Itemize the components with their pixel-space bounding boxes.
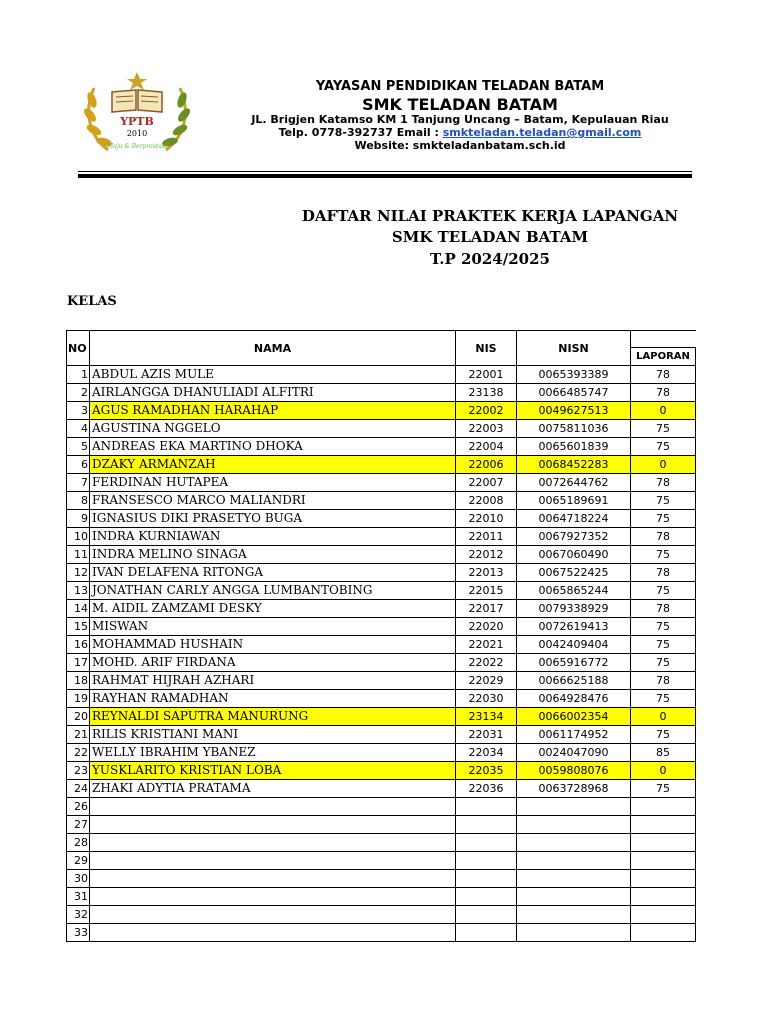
cell-nama: ABDUL AZIS MULE: [90, 366, 456, 384]
cell-laporan: 75: [631, 618, 696, 636]
cell-nisn: 0065916772: [517, 654, 631, 672]
cell-nis: 22029: [456, 672, 517, 690]
table-row: [67, 456, 696, 474]
logo-year: 2010: [126, 129, 148, 138]
cell-no: 33: [67, 924, 90, 942]
cell-no: 11: [67, 546, 90, 564]
cell-nama: MISWAN: [90, 618, 456, 636]
cell-nama: AGUSTINA NGGELO: [90, 420, 456, 438]
cell-nama: RILIS KRISTIANI MANI: [90, 726, 456, 744]
col-header-nisn: NISN: [517, 331, 631, 366]
cell-no: 13: [67, 582, 90, 600]
cell-nis: [456, 816, 517, 834]
cell-nis: [456, 906, 517, 924]
table-row: [67, 438, 696, 456]
table-row: [67, 816, 696, 834]
cell-nis: 22006: [456, 456, 517, 474]
cell-nis: 22004: [456, 438, 517, 456]
cell-no: 26: [67, 798, 90, 816]
cell-no: 7: [67, 474, 90, 492]
cell-laporan: [631, 924, 696, 942]
cell-nama: IGNASIUS DIKI PRASETYO BUGA: [90, 510, 456, 528]
table-row: [67, 690, 696, 708]
cell-laporan: [631, 834, 696, 852]
cell-nis: 22011: [456, 528, 517, 546]
table-row: [67, 726, 696, 744]
cell-nisn: 0072644762: [517, 474, 631, 492]
cell-laporan: [631, 870, 696, 888]
document-title: DAFTAR NILAI PRAKTEK KERJA LAPANGAN: [301, 207, 679, 225]
cell-nis: 22022: [456, 654, 517, 672]
table-row: [67, 762, 696, 780]
cell-laporan: 75: [631, 510, 696, 528]
academic-year: T.P 2024/2025: [430, 250, 550, 268]
cell-nama: [90, 924, 456, 942]
table-body: [67, 366, 696, 942]
cell-no: 31: [67, 888, 90, 906]
cell-nisn: 0049627513: [517, 402, 631, 420]
star-icon: [127, 72, 147, 90]
table-row: [67, 834, 696, 852]
cell-nis: 22007: [456, 474, 517, 492]
cell-no: 19: [67, 690, 90, 708]
document-subtitle: SMK TELADAN BATAM: [391, 228, 589, 246]
cell-nis: 22035: [456, 762, 517, 780]
cell-nis: 22001: [456, 366, 517, 384]
cell-nisn: 0063728968: [517, 780, 631, 798]
cell-laporan: 78: [631, 366, 696, 384]
cell-nis: [456, 834, 517, 852]
cell-nama: RAYHAN RAMADHAN: [90, 690, 456, 708]
cell-nama: [90, 852, 456, 870]
cell-no: 6: [67, 456, 90, 474]
cell-nis: [456, 852, 517, 870]
cell-laporan: 78: [631, 474, 696, 492]
cell-nama: [90, 798, 456, 816]
cell-no: 30: [67, 870, 90, 888]
cell-nama: AIRLANGGA DHANULIADI ALFITRI: [90, 384, 456, 402]
cell-nis: 22013: [456, 564, 517, 582]
cell-laporan: 78: [631, 528, 696, 546]
cell-nisn: 0066625188: [517, 672, 631, 690]
cell-laporan: 0: [631, 762, 696, 780]
table-row: [67, 510, 696, 528]
cell-nisn: 0042409404: [517, 636, 631, 654]
cell-nis: 22012: [456, 546, 517, 564]
cell-nisn: 0065865244: [517, 582, 631, 600]
cell-nisn: [517, 852, 631, 870]
cell-nis: 22002: [456, 402, 517, 420]
cell-nis: 22008: [456, 492, 517, 510]
cell-laporan: 75: [631, 438, 696, 456]
cell-nama: [90, 816, 456, 834]
cell-laporan: [631, 852, 696, 870]
cell-no: 29: [67, 852, 90, 870]
cell-nisn: 0072619413: [517, 618, 631, 636]
cell-nisn: 0068452283: [517, 456, 631, 474]
cell-nama: YUSKLARITO KRISTIAN LOBA: [90, 762, 456, 780]
cell-no: 32: [67, 906, 90, 924]
table-row: [67, 636, 696, 654]
cell-no: 27: [67, 816, 90, 834]
col-header-nama: NAMA: [90, 331, 456, 366]
cell-nis: 22003: [456, 420, 517, 438]
table-row: [67, 924, 696, 942]
cell-laporan: 75: [631, 492, 696, 510]
cell-nama: INDRA KURNIAWAN: [90, 528, 456, 546]
table-row: [67, 420, 696, 438]
cell-no: 23: [67, 762, 90, 780]
cell-laporan: [631, 888, 696, 906]
cell-nis: 22017: [456, 600, 517, 618]
cell-no: 8: [67, 492, 90, 510]
cell-nis: 23134: [456, 708, 517, 726]
cell-no: 16: [67, 636, 90, 654]
cell-nis: 23138: [456, 384, 517, 402]
cell-nisn: 0079338929: [517, 600, 631, 618]
cell-laporan: 78: [631, 564, 696, 582]
table-row: [67, 474, 696, 492]
cell-nisn: 0064718224: [517, 510, 631, 528]
cell-no: 5: [67, 438, 90, 456]
cell-nama: MOHD. ARIF FIRDANA: [90, 654, 456, 672]
cell-nama: WELLY IBRAHIM YBANEZ: [90, 744, 456, 762]
cell-nisn: 0067927352: [517, 528, 631, 546]
cell-laporan: 0: [631, 708, 696, 726]
cell-laporan: 75: [631, 726, 696, 744]
cell-nama: RAHMAT HIJRAH AZHARI: [90, 672, 456, 690]
foundation-name: YAYASAN PENDIDIKAN TELADAN BATAM: [315, 79, 605, 94]
table-row: [67, 798, 696, 816]
header-divider-thick: [78, 174, 692, 178]
table-row: [67, 564, 696, 582]
cell-laporan: 0: [631, 402, 696, 420]
cell-nis: 22034: [456, 744, 517, 762]
table-row: [67, 906, 696, 924]
cell-nisn: 0059808076: [517, 762, 631, 780]
cell-nisn: [517, 798, 631, 816]
book-icon: [112, 90, 162, 112]
cell-no: 24: [67, 780, 90, 798]
table-row: [67, 402, 696, 420]
col-header-laporan: LAPORAN: [631, 348, 696, 366]
cell-nisn: 0061174952: [517, 726, 631, 744]
cell-nama: [90, 888, 456, 906]
cell-nisn: 0065601839: [517, 438, 631, 456]
col-header-nis: NIS: [456, 331, 517, 366]
cell-laporan: [631, 906, 696, 924]
cell-no: 2: [67, 384, 90, 402]
cell-nama: JONATHAN CARLY ANGGA LUMBANTOBING: [90, 582, 456, 600]
school-logo: [78, 70, 196, 160]
cell-nama: INDRA MELINO SINAGA: [90, 546, 456, 564]
cell-nama: ANDREAS EKA MARTINO DHOKA: [90, 438, 456, 456]
cell-nama: ZHAKI ADYTIA PRATAMA: [90, 780, 456, 798]
cell-laporan: [631, 798, 696, 816]
website-line: Website: smkteladanbatam.sch.id: [354, 139, 566, 152]
cell-laporan: 75: [631, 582, 696, 600]
cell-no: 12: [67, 564, 90, 582]
table-row: [67, 618, 696, 636]
table-row: [67, 888, 696, 906]
table-row: [67, 708, 696, 726]
cell-no: 3: [67, 402, 90, 420]
email-link[interactable]: smkteladan.teladan@gmail.com: [442, 126, 642, 139]
cell-laporan: 75: [631, 654, 696, 672]
cell-no: 28: [67, 834, 90, 852]
cell-no: 9: [67, 510, 90, 528]
header-divider-thin: [78, 171, 692, 172]
cell-no: 10: [67, 528, 90, 546]
cell-nisn: 0066002354: [517, 708, 631, 726]
table-row: [67, 672, 696, 690]
table-row: [67, 780, 696, 798]
cell-nisn: 0065189691: [517, 492, 631, 510]
cell-nisn: [517, 906, 631, 924]
cell-nama: MOHAMMAD HUSHAIN: [90, 636, 456, 654]
cell-nis: [456, 888, 517, 906]
table-row: [67, 600, 696, 618]
phone-label: Telp. 0778-392737 Email :: [278, 126, 443, 139]
cell-laporan: 75: [631, 780, 696, 798]
cell-no: 17: [67, 654, 90, 672]
cell-nisn: 0064928476: [517, 690, 631, 708]
cell-laporan: 0: [631, 456, 696, 474]
cell-nisn: 0075811036: [517, 420, 631, 438]
cell-nama: REYNALDI SAPUTRA MANURUNG: [90, 708, 456, 726]
cell-nis: 22036: [456, 780, 517, 798]
table-row: [67, 744, 696, 762]
cell-nama: IVAN DELAFENA RITONGA: [90, 564, 456, 582]
col-header-blank: [631, 331, 696, 348]
cell-no: 18: [67, 672, 90, 690]
table-row: [67, 870, 696, 888]
cell-nisn: 0024047090: [517, 744, 631, 762]
cell-no: 22: [67, 744, 90, 762]
cell-laporan: 78: [631, 672, 696, 690]
cell-nisn: 0067522425: [517, 564, 631, 582]
cell-nama: [90, 906, 456, 924]
cell-nis: 22021: [456, 636, 517, 654]
cell-laporan: 75: [631, 636, 696, 654]
table-row: [67, 366, 696, 384]
table-header-row: [67, 331, 696, 348]
school-address: JL. Brigjen Katamso KM 1 Tanjung Uncang – Batam, Kepulauan Riau: [251, 113, 669, 126]
contact-line: [250, 126, 670, 139]
cell-nisn: [517, 888, 631, 906]
cell-nama: AGUS RAMADHAN HARAHAP: [90, 402, 456, 420]
cell-nisn: 0065393389: [517, 366, 631, 384]
cell-nama: DZAKY ARMANZAH: [90, 456, 456, 474]
table-row: [67, 654, 696, 672]
table-row: [67, 582, 696, 600]
cell-laporan: 75: [631, 546, 696, 564]
cell-no: 15: [67, 618, 90, 636]
logo-motto: Maju & Berprestasi: [107, 143, 167, 150]
cell-nama: M. AIDIL ZAMZAMI DESKY: [90, 600, 456, 618]
cell-nis: [456, 798, 517, 816]
cell-nis: 22020: [456, 618, 517, 636]
cell-no: 4: [67, 420, 90, 438]
cell-no: 21: [67, 726, 90, 744]
cell-nis: [456, 870, 517, 888]
cell-nis: 22010: [456, 510, 517, 528]
cell-no: 20: [67, 708, 90, 726]
logo-text: YPTB: [120, 115, 154, 128]
cell-nis: [456, 924, 517, 942]
cell-nama: [90, 870, 456, 888]
table-row: [67, 852, 696, 870]
cell-no: 14: [67, 600, 90, 618]
cell-nis: 22031: [456, 726, 517, 744]
kelas-label: KELAS: [67, 294, 117, 309]
cell-nisn: 0067060490: [517, 546, 631, 564]
table-row: [67, 546, 696, 564]
cell-nisn: [517, 870, 631, 888]
cell-nisn: [517, 834, 631, 852]
cell-nisn: [517, 924, 631, 942]
table-row: [67, 528, 696, 546]
cell-nama: FERDINAN HUTAPEA: [90, 474, 456, 492]
grades-table: [66, 330, 696, 942]
cell-nama: FRANSESCO MARCO MALIANDRI: [90, 492, 456, 510]
cell-laporan: 85: [631, 744, 696, 762]
school-name: SMK TELADAN BATAM: [362, 95, 558, 114]
cell-nis: 22030: [456, 690, 517, 708]
cell-laporan: 78: [631, 600, 696, 618]
table-row: [67, 492, 696, 510]
cell-no: 1: [67, 366, 90, 384]
cell-nama: [90, 834, 456, 852]
cell-laporan: 78: [631, 384, 696, 402]
cell-nis: 22015: [456, 582, 517, 600]
col-header-no: NO: [67, 331, 90, 366]
table-row: [67, 384, 696, 402]
cell-laporan: 75: [631, 690, 696, 708]
cell-laporan: [631, 816, 696, 834]
cell-nisn: [517, 816, 631, 834]
cell-laporan: 75: [631, 420, 696, 438]
cell-nisn: 0066485747: [517, 384, 631, 402]
